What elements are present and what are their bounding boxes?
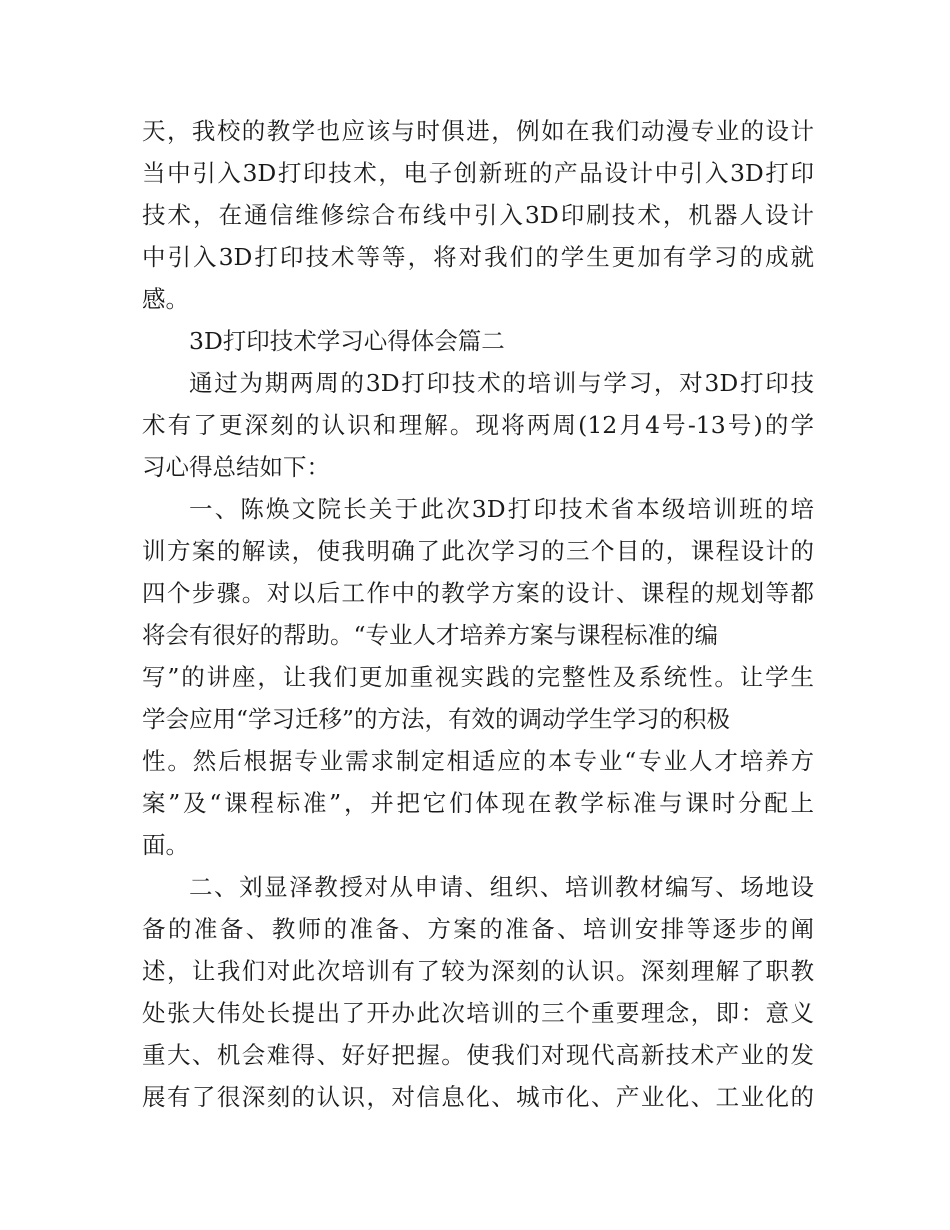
paragraph-point-two [142,866,814,1118]
text-line: 将会有很好的帮助。“专业人才培养方案与课程标准的编 [142,621,719,649]
paragraph-point-one [142,488,814,866]
text-line: 案”及“课程标准”，并把它们体现在教学标准与课时分配上 [142,789,814,817]
paragraph-continuation [142,110,814,320]
text-line: 习心得总结如下： [142,453,330,481]
text-line: 备的准备、教师的准备、方案的准备、培训安排等逐步的阐 [142,915,814,943]
text-line: 通过为期两周的3D打印技术的培训与学习，对3D打印技 [189,369,814,397]
text-line: 天，我校的教学也应该与时俱进，例如在我们动漫专业的设计 [142,117,814,145]
text-line: 当中引入3D打印技术，电子创新班的产品设计中引入3D打印 [142,159,814,187]
text-line: 性。然后根据专业需求制定相适应的本专业“专业人才培养方 [142,747,814,775]
text-line: 述，让我们对此次培训有了较为深刻的认识。深刻理解了职教 [142,957,814,985]
text-line: 术有了更深刻的认识和理解。现将两周(12月4号-13号)的学 [142,411,814,439]
text-line: 面。 [142,831,189,859]
text-line: 写”的讲座，让我们更加重视实践的完整性及系统性。让学生 [142,663,814,691]
document-page [142,110,814,1118]
heading-text: 3D打印技术学习心得体会篇二 [189,327,505,355]
section-heading [142,320,814,362]
text-line: 训方案的解读，使我明确了此次学习的三个目的，课程设计的 [142,537,814,565]
text-line: 处张大伟处长提出了开办此次培训的三个重要理念，即：意义 [142,999,814,1027]
text-line: 展有了很深刻的认识，对信息化、城市化、产业化、工业化的 [142,1083,814,1111]
text-line: 技术，在通信维修综合布线中引入3D印刷技术，机器人设计 [142,201,814,229]
text-line: 重大、机会难得、好好把握。使我们对现代高新技术产业的发 [142,1041,814,1069]
text-line: 中引入3D打印技术等等，将对我们的学生更加有学习的成就 [142,243,814,271]
text-line: 二、刘显泽教授对从申请、组织、培训教材编写、场地设 [189,873,814,901]
paragraph-intro [142,362,814,488]
text-line: 四个步骤。对以后工作中的教学方案的设计、课程的规划等都 [142,579,814,607]
text-line: 学会应用“学习迁移”的方法，有效的调动学生学习的积极 [142,705,731,733]
text-line: 感。 [142,285,189,313]
text-line: 一、陈焕文院长关于此次3D打印技术省本级培训班的培 [189,495,814,523]
